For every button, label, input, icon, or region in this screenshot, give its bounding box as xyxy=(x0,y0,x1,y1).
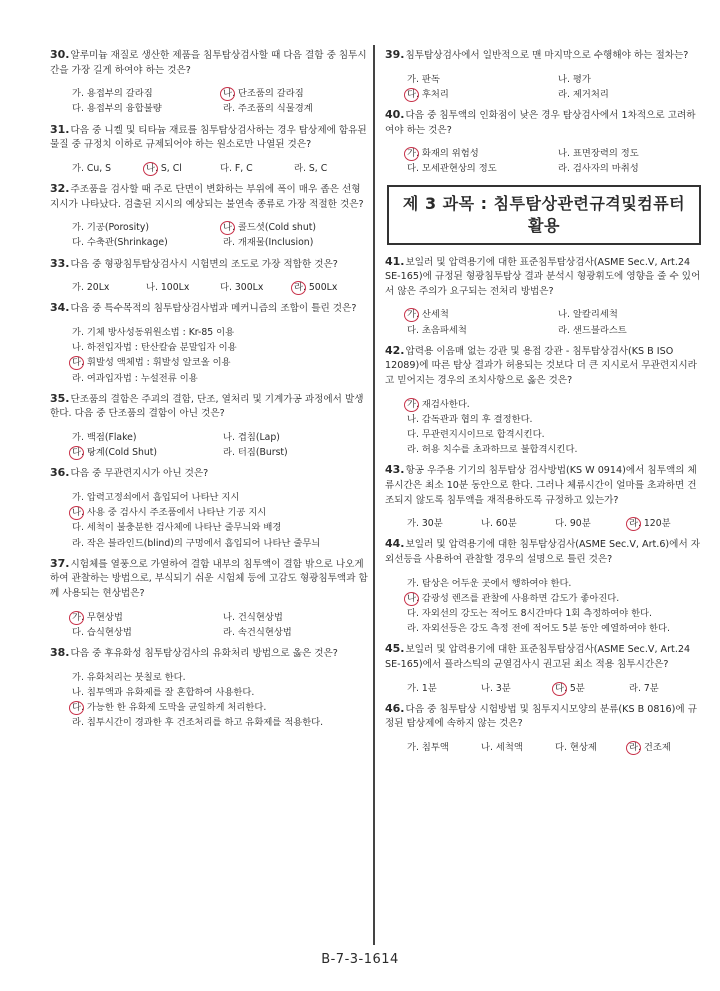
answer-option-text: 나. 단조품의 갈라짐 xyxy=(223,88,304,100)
question-text xyxy=(50,48,368,78)
answer-option-text: 가. 탐상은 어두운 곳에서 행하여야 한다. xyxy=(407,577,572,589)
hand-circle-mark xyxy=(69,611,84,625)
question-number: 32. xyxy=(50,181,70,195)
answer-option-text: 나. 세척액 xyxy=(481,741,523,753)
answer-option xyxy=(407,72,552,87)
answer-options xyxy=(50,280,368,295)
page-code: B-7-3-1614 xyxy=(321,952,399,967)
right-bottom-questions xyxy=(385,255,703,756)
hand-circle-mark xyxy=(404,592,419,606)
answer-option-text: 다. 300Lx xyxy=(220,282,264,294)
question-text xyxy=(50,182,368,212)
answer-option-text: 다. 수축관(Shrinkage) xyxy=(72,237,168,249)
answer-option-text: 가. 재검사한다. xyxy=(407,398,470,410)
answer-option xyxy=(223,445,368,460)
question-stem: 보일러 및 압력용기에 대한 표준침투탐상검사(ASME Sec.V, Art.24 SE-165)에 규정된 형광침투탐상 결과 분석시 형광휘도에 영향을 줄 수 있어서 않은 주의가 요구되는 전처리 방법은? xyxy=(385,256,701,297)
answer-option xyxy=(294,161,368,176)
hand-circle-mark xyxy=(404,88,419,102)
answer-option-text: 다. 초음파세척 xyxy=(407,324,467,336)
answer-options xyxy=(385,307,703,337)
answer-option xyxy=(223,101,368,116)
answer-option xyxy=(481,681,555,696)
answer-option xyxy=(555,516,629,531)
question-stem: 다음 중 형광침투탐상검사시 시험면의 조도로 가장 적합한 것은? xyxy=(70,258,338,270)
question-stem: 압력용 이음매 없는 강관 및 용접 강관 - 침투탐상검사(KS B ISO 12089)에 따른 탐상 결과가 허용되는 것보다 더 큰 지시로서 무관련지시라고 믿어지는 경우의 조치사항으로 옳은 것은? xyxy=(385,345,697,386)
answer-option xyxy=(72,445,217,460)
answer-option xyxy=(72,490,368,505)
question-text xyxy=(50,301,368,317)
answer-option-text: 나. 콜드셧(Cold shut) xyxy=(223,222,316,234)
answer-option-text: 라. 침투시간이 경과한 후 건조처리를 하고 유화제를 적용한다. xyxy=(72,717,324,729)
answer-option xyxy=(555,681,629,696)
answer-option-text: 가. 기체 방사성동위원소법 : Kr-85 이용 xyxy=(72,326,235,338)
answer-options xyxy=(50,490,368,551)
answer-option-text: 나. S, Cl xyxy=(146,162,182,174)
answer-option xyxy=(558,323,703,338)
question-44 xyxy=(385,537,703,636)
question-37 xyxy=(50,557,368,640)
answer-option xyxy=(407,307,552,322)
answer-option-text: 라. 작은 블라인드(blind)의 구멍에서 흡입되어 나타난 줄무늬 xyxy=(72,537,321,549)
hand-circle-mark xyxy=(404,398,419,412)
answer-option-text: 가. 백점(Flake) xyxy=(72,431,137,443)
answer-option-text: 가. 용접부의 갈라짐 xyxy=(72,88,153,100)
answer-option xyxy=(481,740,555,755)
answer-option-text: 다. 습식현상법 xyxy=(72,626,132,638)
question-text xyxy=(50,646,368,662)
answer-option xyxy=(558,161,703,176)
question-stem: 다음 중 특수목적의 침투탐상검사법과 메커니즘의 조합이 틀린 것은? xyxy=(70,303,357,315)
question-stem: 다음 중 침투탐상 시험방법 및 침투지시모양의 분류(KS B 0816)에 규정된 탐상제에 속하지 않는 것은? xyxy=(385,703,697,730)
answer-options xyxy=(50,325,368,386)
question-stem: 다음 중 후유화성 침투탐상검사의 유화처리 방법으로 옳은 것은? xyxy=(70,647,338,659)
answer-option xyxy=(72,280,146,295)
answer-option-text: 라. 검사자의 마취성 xyxy=(558,163,639,175)
question-text xyxy=(385,48,703,64)
answer-option xyxy=(407,146,552,161)
answer-option xyxy=(146,280,220,295)
answer-option-text: 나. 100Lx xyxy=(146,282,190,294)
question-33 xyxy=(50,257,368,296)
answer-option xyxy=(407,397,703,412)
question-32 xyxy=(50,182,368,251)
left-column xyxy=(50,48,368,736)
answer-options xyxy=(50,161,368,176)
answer-option-text: 다. 5분 xyxy=(555,682,585,694)
answer-option xyxy=(558,87,703,102)
answer-option xyxy=(407,591,703,606)
question-text xyxy=(50,466,368,482)
column-divider xyxy=(373,45,375,945)
answer-option-text: 나. 하전입자법 : 탄산칼슘 분말입자 이용 xyxy=(72,342,237,354)
answer-option-text: 나. 감독관과 협의 후 결정한다. xyxy=(407,413,533,425)
answer-option-text: 라. S, C xyxy=(294,162,328,174)
answer-option-text: 다. 현상제 xyxy=(555,741,597,753)
answer-option xyxy=(629,516,703,531)
answer-option-text: 가. 30분 xyxy=(407,518,443,530)
answer-options xyxy=(385,72,703,102)
question-number: 40. xyxy=(385,108,405,121)
question-text xyxy=(50,257,368,273)
answer-option-text: 가. 압력고정쇠에서 흡입되어 나타난 지시 xyxy=(72,491,240,503)
answer-option-text: 가. 화재의 위험성 xyxy=(407,148,479,160)
question-stem: 다음 중 니켈 및 티타늄 재료를 침투탐상검사하는 경우 탐상제에 함유된 물질 중 규정치 이하로 규제되어야 하는 원소로만 나열된 것은? xyxy=(50,124,367,151)
answer-option xyxy=(407,681,481,696)
question-31 xyxy=(50,123,368,176)
question-41 xyxy=(385,255,703,338)
answer-option xyxy=(72,610,217,625)
question-number: 31. xyxy=(50,122,70,136)
answer-option-text: 라. 개재물(Inclusion) xyxy=(223,237,314,249)
hand-circle-mark xyxy=(552,682,567,696)
answer-option xyxy=(72,325,368,340)
answer-option xyxy=(223,235,368,250)
section-header: 제 3 과목 : 침투탐상관련규격및컴퓨터활용 xyxy=(387,185,701,245)
answer-option xyxy=(629,740,703,755)
answer-option-text: 라. 샌드블라스트 xyxy=(558,324,627,336)
question-stem: 다음 중 침투액의 인화점이 낮은 경우 탐상검사에서 1차적으로 고려하여야 하는 것은? xyxy=(385,110,696,136)
answer-option xyxy=(72,505,368,520)
question-text xyxy=(385,537,703,567)
question-number: 35. xyxy=(50,391,70,405)
answer-option-text: 라. 터짐(Burst) xyxy=(223,447,288,459)
answer-option xyxy=(72,86,217,101)
answer-option-text: 가. 침투액 xyxy=(407,741,449,753)
answer-option-text: 다. 세척이 불충분한 검사체에 나타난 줄무늬와 배경 xyxy=(72,522,282,534)
answer-option-text: 다. F, C xyxy=(220,162,253,174)
answer-options xyxy=(50,86,368,116)
answer-option-text: 다. 자외선의 강도는 적어도 8시간마다 1회 측정하여야 한다. xyxy=(407,607,652,619)
question-stem: 침투탐상검사에서 일반적으로 맨 마지막으로 수행해야 하는 절차는? xyxy=(405,50,689,61)
answer-options xyxy=(385,740,703,755)
question-number: 37. xyxy=(50,556,70,570)
answer-option xyxy=(223,220,368,235)
question-text xyxy=(50,123,368,153)
answer-option-text: 라. 500Lx xyxy=(294,282,338,294)
answer-option xyxy=(407,427,703,442)
question-text xyxy=(385,463,703,508)
hand-circle-mark xyxy=(143,162,158,176)
answer-option-text: 가. 20Lx xyxy=(72,282,110,294)
answer-options xyxy=(385,397,703,458)
answer-options xyxy=(50,610,368,640)
answer-option-text: 가. Cu, S xyxy=(72,162,112,174)
answer-option-text: 가. 유화처리는 붓칠로 한다. xyxy=(72,671,186,683)
question-number: 41. xyxy=(385,254,405,268)
answer-option xyxy=(72,685,368,700)
answer-option-text: 다. 90분 xyxy=(555,518,591,530)
question-stem: 주조품을 검사할 때 주로 단면이 변화하는 부위에 폭이 매우 좁은 선형지시가 나타났다. 검출된 지시의 예상되는 불연속 종류로 가장 적절한 것은? xyxy=(50,183,364,210)
answer-option-text: 라. 자외선등은 강도 측정 전에 적어도 5분 동안 예열하여야 한다. xyxy=(407,623,670,635)
question-number: 34. xyxy=(50,301,70,315)
answer-option-text: 나. 60분 xyxy=(481,518,517,530)
answer-options xyxy=(385,576,703,637)
answer-option-text: 라. 속건식현상법 xyxy=(223,626,292,638)
answer-option-text: 다. 용접부의 융합불량 xyxy=(72,103,162,115)
answer-option-text: 라. 120분 xyxy=(629,518,671,530)
question-30 xyxy=(50,48,368,117)
answer-option xyxy=(558,307,703,322)
answer-option-text: 나. 알칼리세척 xyxy=(558,309,618,321)
answer-option-text: 라. 주조품의 식물경계 xyxy=(223,103,313,115)
answer-option xyxy=(407,606,703,621)
answer-option xyxy=(407,161,552,176)
answer-option xyxy=(72,101,217,116)
question-text xyxy=(385,642,703,672)
question-number: 46. xyxy=(385,701,405,715)
answer-option xyxy=(407,412,703,427)
answer-option xyxy=(72,625,217,640)
question-number: 43. xyxy=(385,463,405,477)
answer-option-text: 가. 기공(Porosity) xyxy=(72,222,149,234)
answer-option-text: 나. 침투액과 유화제를 잘 혼합하여 사용한다. xyxy=(72,686,255,698)
answer-option-text: 나. 평가 xyxy=(558,73,591,85)
answer-option-text: 나. 표면장력의 정도 xyxy=(558,148,639,160)
answer-option xyxy=(72,700,368,715)
question-number: 33. xyxy=(50,256,70,270)
answer-option xyxy=(72,670,368,685)
answer-option-text: 다. 탕계(Cold Shut) xyxy=(72,447,158,459)
answer-option xyxy=(407,516,481,531)
question-34 xyxy=(50,301,368,385)
answer-option xyxy=(72,371,368,386)
answer-option-text: 라. 건조제 xyxy=(629,741,671,753)
answer-option-text: 가. 산세척 xyxy=(407,309,449,321)
answer-option-text: 라. 여과입자법 : 누설전류 이용 xyxy=(72,372,198,384)
answer-option-text: 다. 휘발성 액체법 : 휘발성 알코올 이용 xyxy=(72,357,231,369)
question-text xyxy=(50,557,368,602)
answer-option-text: 다. 가능한 한 유화제 도막을 균일하게 처리한다. xyxy=(72,701,267,713)
answer-option xyxy=(72,520,368,535)
hand-circle-mark xyxy=(626,741,641,755)
question-number: 38. xyxy=(50,645,70,659)
question-45 xyxy=(385,642,703,695)
answer-option xyxy=(558,146,703,161)
question-stem: 다음 중 무관련지시가 아닌 것은? xyxy=(70,468,209,480)
answer-option xyxy=(72,355,368,370)
question-36 xyxy=(50,466,368,550)
answer-option xyxy=(407,323,552,338)
question-number: 39. xyxy=(385,48,405,61)
answer-options xyxy=(385,516,703,531)
answer-option xyxy=(72,220,217,235)
question-text xyxy=(50,392,368,422)
question-stem: 알루미늄 재질로 생산한 제품을 침투탐상검사할 때 다음 결함 중 침투시간을 가장 길게 하여야 하는 것은? xyxy=(50,50,367,76)
answer-option xyxy=(220,280,294,295)
answer-option-text: 나. 3분 xyxy=(481,682,511,694)
answer-option xyxy=(72,715,368,730)
answer-option-text: 나. 감광성 렌즈를 관찰에 사용하면 감도가 좋아진다. xyxy=(407,592,620,604)
answer-option xyxy=(72,340,368,355)
question-number: 44. xyxy=(385,537,405,551)
right-top-questions xyxy=(385,48,703,177)
question-number: 30. xyxy=(50,48,70,61)
question-35 xyxy=(50,392,368,461)
answer-option xyxy=(223,430,368,445)
question-stem: 시험체를 열풍으로 가열하여 결함 내부의 침투액이 결함 밖으로 나오게 하여 관찰하는 방법으로, 부식되기 쉬운 시험체 등에 고감도 형광침투액과 함께 사용되는 현상법은? xyxy=(50,558,368,599)
answer-option xyxy=(72,430,217,445)
answer-option xyxy=(407,740,481,755)
answer-option xyxy=(407,442,703,457)
question-39 xyxy=(385,48,703,102)
question-number: 45. xyxy=(385,642,405,656)
answer-option-text: 다. 후처리 xyxy=(407,88,449,100)
answer-option xyxy=(629,681,703,696)
answer-option xyxy=(223,625,368,640)
question-stem: 단조품의 결함은 주괴의 결함, 단조, 열처리 및 기계가공 과정에서 발생한다. 다음 중 단조품의 결함이 아닌 것은? xyxy=(50,393,364,420)
question-text xyxy=(385,702,703,732)
answer-option xyxy=(72,536,368,551)
answer-option-text: 나. 겹침(Lap) xyxy=(223,431,280,443)
answer-options xyxy=(50,430,368,460)
question-42 xyxy=(385,344,703,458)
answer-option-text: 가. 1분 xyxy=(407,682,437,694)
question-text xyxy=(385,344,703,389)
question-stem: 보일러 및 압력용기에 대한 표준침투탐상검사(ASME Sec.V, Art.24 SE-165)에서 플라스틱의 균열검사시 권고된 최소 적용 침투시간은? xyxy=(385,644,691,670)
answer-option xyxy=(407,576,703,591)
answer-option-text: 다. 무관련지시이므로 합격시킨다. xyxy=(407,428,545,440)
answer-option xyxy=(223,86,368,101)
question-stem: 항공 우주용 기기의 침투탐상 검사방법(KS W 0914)에서 침투액의 체류시간은 최소 10분 동안으로 한다. 그러나 체류시간이 얼마를 초과하면 건조되지 않도록 침투액을 재적용하도록 규정하고 있는가? xyxy=(385,465,697,506)
answer-option xyxy=(481,516,555,531)
question-46 xyxy=(385,702,703,755)
answer-options xyxy=(50,220,368,250)
answer-option-text: 나. 사용 중 검사시 주조품에서 나타난 기공 지시 xyxy=(72,507,267,519)
answer-option xyxy=(220,161,294,176)
question-40 xyxy=(385,108,703,177)
answer-options xyxy=(385,681,703,696)
question-number: 36. xyxy=(50,466,70,480)
answer-option xyxy=(72,235,217,250)
answer-option-text: 가. 판독 xyxy=(407,73,440,85)
answer-option xyxy=(407,87,552,102)
question-43 xyxy=(385,463,703,531)
answer-option-text: 라. 제거처리 xyxy=(558,88,609,100)
question-number: 42. xyxy=(385,343,405,357)
answer-option-text: 라. 7분 xyxy=(629,682,659,694)
answer-option-text: 다. 모세관현상의 정도 xyxy=(407,163,497,175)
answer-option xyxy=(223,610,368,625)
answer-option xyxy=(407,621,703,636)
answer-option xyxy=(72,161,146,176)
answer-option-text: 가. 무현상법 xyxy=(72,611,123,623)
answer-options xyxy=(385,146,703,176)
answer-option xyxy=(555,740,629,755)
question-text xyxy=(385,108,703,138)
answer-option-text: 라. 허용 치수를 초과하므로 불합격시킨다. xyxy=(407,444,578,456)
question-stem: 보일러 및 압력용기에 대한 침투탐상검사(ASME Sec.V, Art.6)에서 자외선등을 사용하여 관찰할 경우의 설명으로 틀린 것은? xyxy=(385,539,701,565)
question-text xyxy=(385,255,703,300)
question-38 xyxy=(50,646,368,730)
answer-option xyxy=(558,72,703,87)
answer-options xyxy=(50,670,368,731)
hand-circle-mark xyxy=(69,701,84,715)
answer-option xyxy=(146,161,220,176)
answer-option-text: 나. 건식현상법 xyxy=(223,611,283,623)
answer-option xyxy=(294,280,368,295)
right-column xyxy=(385,48,703,761)
